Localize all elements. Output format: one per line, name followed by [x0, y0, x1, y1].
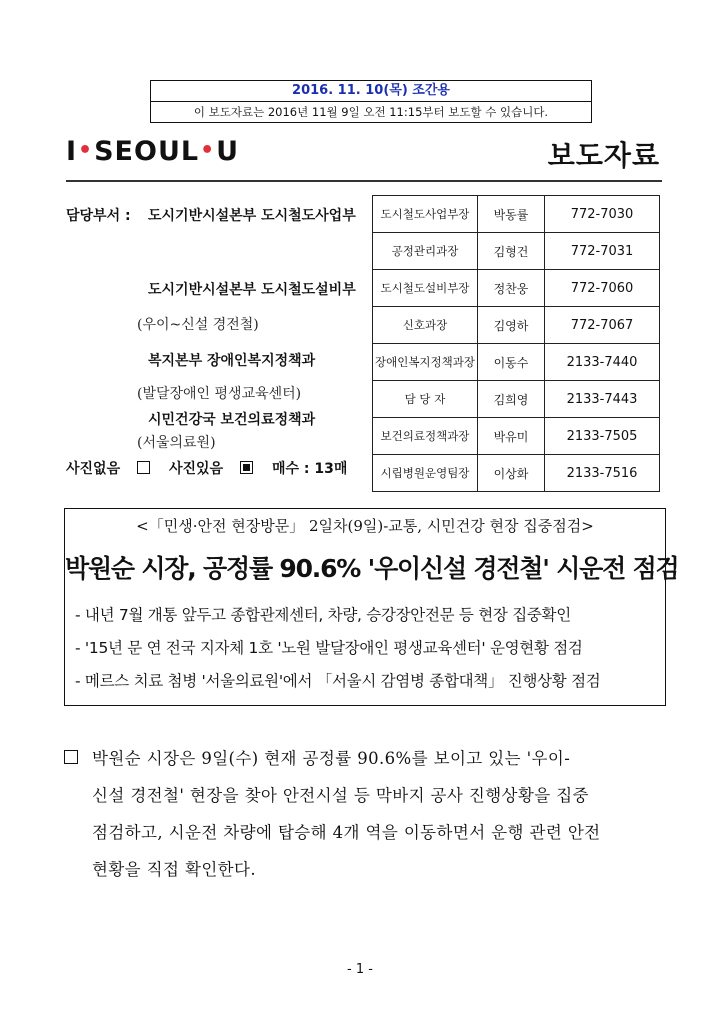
- contact-name: 이상화: [477, 455, 544, 492]
- contact-position: 보건의료정책과장: [373, 418, 478, 455]
- header-divider: [66, 180, 662, 182]
- contact-phone: 2133-7505: [544, 418, 659, 455]
- seoul-logo: [66, 136, 239, 167]
- contact-name: 이동수: [477, 344, 544, 381]
- body-line: 현황을 직접 확인한다.: [92, 860, 256, 879]
- logo-dot: •: [200, 138, 216, 163]
- dept-label: 담당부서 :: [66, 208, 131, 224]
- embargo-box: [150, 80, 592, 123]
- contact-phone: 772-7030: [544, 196, 659, 233]
- contact-row: [373, 307, 660, 344]
- contact-name: 김희영: [477, 381, 544, 418]
- contact-position: 신호과장: [373, 307, 478, 344]
- contact-name: 정찬웅: [477, 270, 544, 307]
- dept-4-sub: (서울의료원): [137, 435, 216, 451]
- contact-position: 도시철도설비부장: [373, 270, 478, 307]
- contact-name: 박동률: [477, 196, 544, 233]
- dept-4: 시민건강국 보건의료정책과: [148, 412, 316, 428]
- contact-row: [373, 455, 660, 492]
- summary-bullet: - 내년 7월 개통 앞두고 종합관제센터, 차량, 승강장안전문 등 현장 집중확인: [75, 606, 571, 624]
- summary-subtitle: <「민생·안전 현장방문」 2일차(9일)-교통, 시민건강 현장 집중점검>: [136, 517, 594, 535]
- body-paragraph: [64, 740, 664, 888]
- contact-name: 김형건: [477, 233, 544, 270]
- contact-phone: 772-7031: [544, 233, 659, 270]
- contact-position: 장애인복지정책과장: [373, 344, 478, 381]
- contact-phone: 772-7060: [544, 270, 659, 307]
- contact-phone: 2133-7443: [544, 381, 659, 418]
- photo-none: 사진없음: [66, 461, 150, 477]
- contact-phone: 2133-7440: [544, 344, 659, 381]
- press-release-title: 보도자료: [547, 139, 660, 172]
- contact-position: 담 당 자: [373, 381, 478, 418]
- photo-count: 매수 : 13매: [271, 461, 348, 477]
- square-bullet-icon: [64, 750, 78, 764]
- contact-row: [373, 344, 660, 381]
- dept-2-sub: (우이~신설 경전철): [137, 317, 259, 333]
- headline: 박원순 시장, 공정률 90.6% '우이신설 경전철' 시운전 점검: [65, 554, 679, 583]
- summary-box: [64, 508, 679, 706]
- photo-yes: 사진있음: [169, 461, 253, 477]
- contact-row: [373, 381, 660, 418]
- logo-seoul: SEOUL: [94, 136, 200, 167]
- contact-position: 도시철도사업부장: [373, 196, 478, 233]
- contact-phone: 2133-7516: [544, 455, 659, 492]
- dept-1: 도시기반시설본부 도시철도사업부: [148, 208, 356, 224]
- contact-name: 김영하: [477, 307, 544, 344]
- contact-row: [373, 270, 660, 307]
- contact-name: 박유미: [477, 418, 544, 455]
- body-line: 박원순 시장은 9일(수) 현재 공정률 90.6%를 보이고 있는 '우이-: [92, 749, 571, 768]
- dept-3: 복지본부 장애인복지정책과: [148, 353, 316, 369]
- body-line: 점검하고, 시운전 차량에 탑승해 4개 역을 이동하면서 운행 관련 안전: [92, 823, 601, 842]
- dept-2: 도시기반시설본부 도시철도설비부: [148, 282, 356, 298]
- contact-row: [373, 196, 660, 233]
- dept-3-sub: (발달장애인 평생교육센터): [137, 386, 302, 402]
- logo-u: U: [216, 136, 240, 167]
- body-line: 신설 경전철' 현장을 찾아 안전시설 등 막바지 공사 진행상황을 집중: [92, 786, 589, 805]
- contact-position: 공정관리과장: [373, 233, 478, 270]
- page-number: - 1 -: [347, 962, 373, 977]
- summary-bullet: - '15년 문 연 전국 지자체 1호 '노원 발달장애인 평생교육센터' 운영현황 점검: [75, 639, 583, 657]
- checkbox-empty-icon: [137, 461, 150, 474]
- contact-row: [373, 418, 660, 455]
- contact-phone: 772-7067: [544, 307, 659, 344]
- summary-bullets: [75, 599, 600, 698]
- summary-bullet: - 메르스 치료 첨병 '서울의료원'에서 「서울시 감염병 종합대책」 진행상황 점검: [75, 672, 601, 690]
- contact-row: [373, 233, 660, 270]
- contact-position: 시립병원운영팀장: [373, 455, 478, 492]
- contact-table: [372, 195, 660, 492]
- embargo-note: 이 보도자료는 2016년 11월 9일 오전 11:15부터 보도할 수 있습니다.: [193, 105, 549, 119]
- logo-i: I: [66, 136, 78, 167]
- embargo-date: 2016. 11. 10(목) 조간용: [151, 81, 591, 102]
- logo-dot: •: [78, 138, 94, 163]
- checkbox-filled-icon: [240, 461, 253, 474]
- photo-info: [66, 458, 361, 478]
